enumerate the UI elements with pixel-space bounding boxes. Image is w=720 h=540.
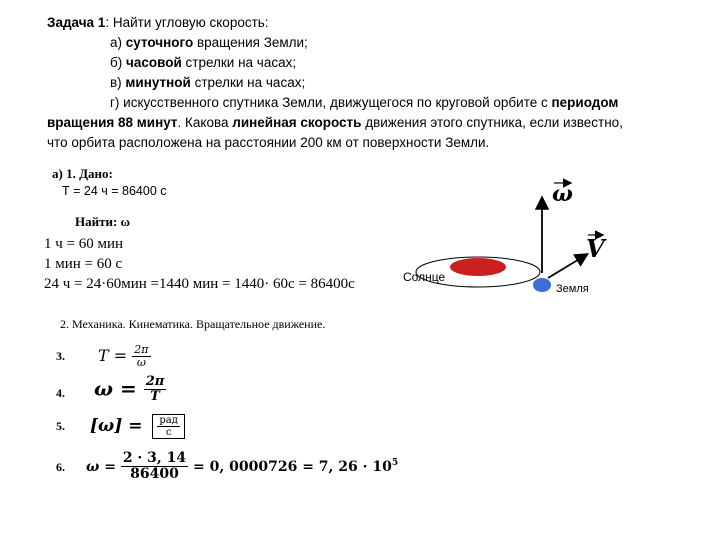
- formula-result-exponent: 5: [391, 458, 399, 469]
- item-b-prefix: б): [110, 55, 126, 70]
- formula-period-lhs: T =: [98, 346, 128, 366]
- task-item-d: [110, 93, 618, 113]
- formula-unit-denominator: с: [165, 427, 172, 438]
- formula-result: [86, 451, 398, 483]
- orbit-diagram: [390, 165, 650, 305]
- item-a-bold: суточного: [125, 35, 194, 50]
- velocity-label: V: [586, 234, 605, 263]
- formula-period-numerator: 2π: [134, 343, 149, 356]
- item-b-bold: часовой: [125, 55, 182, 70]
- formula-omega-denominator: T: [150, 389, 160, 405]
- task-item-c: [110, 73, 305, 93]
- conversion-1: 1 ч = 60 мин: [44, 236, 124, 252]
- section-2-title: 2. Механика. Кинематика. Вращательное движение.: [60, 317, 326, 331]
- step-4-number: 4.: [56, 386, 65, 400]
- formula-omega-numerator: 2π: [145, 374, 165, 389]
- formula-result-rhs: = 0, 0000726 = 7, 26 · 10: [193, 458, 392, 475]
- conversion-2: 1 мин = 60 с: [44, 256, 123, 272]
- task-title-bold: Задача 1: [47, 15, 106, 30]
- given-title: а) 1. Дано:: [52, 166, 113, 181]
- sun-shape: [450, 258, 506, 276]
- given-period: Т = 24 ч = 86400 с: [62, 184, 167, 198]
- task-item-a: [110, 33, 308, 53]
- step-5-number: 5.: [56, 419, 65, 433]
- formula-result-numerator: 2 · 3, 14: [122, 450, 187, 466]
- formula-result-denominator: 86400: [130, 466, 179, 483]
- formula-unit-lhs: [ω] =: [90, 416, 143, 436]
- step-3-number: 3.: [56, 349, 65, 363]
- item-d-mid: . Какова: [177, 115, 233, 130]
- conversion-3: 24 ч = 24·60мин =1440 мин = 1440· 60с = 86400с: [44, 276, 355, 292]
- earth-shape: [533, 278, 551, 292]
- item-d-period-bold: вращения 88 минут: [47, 115, 178, 130]
- task-title: [47, 13, 269, 33]
- formula-omega-lhs: ω =: [94, 376, 137, 401]
- task-item-d-line3: [47, 133, 489, 153]
- task-title-rest: : Найти угловую скорость:: [105, 15, 269, 30]
- task-item-b: [110, 53, 296, 73]
- formula-result-lhs: ω =: [86, 458, 116, 475]
- item-d-rest: движения этого спутника, если известно,: [361, 115, 623, 130]
- formula-omega-fraction: [144, 375, 167, 405]
- formula-omega: [94, 375, 166, 405]
- earth-label: Земля: [556, 283, 589, 295]
- formula-unit-fraction: [157, 415, 180, 438]
- item-c-bold: минутной: [125, 75, 191, 90]
- step-6-number: 6.: [56, 460, 65, 474]
- item-c-prefix: в): [110, 75, 126, 90]
- item-d-text: г) искусственного спутника Земли, движущегося по круговой орбите с: [110, 95, 552, 110]
- item-a-rest: вращения Земли;: [193, 35, 308, 50]
- item-b-rest: стрелки на часах;: [181, 55, 297, 70]
- formula-period: [98, 344, 151, 369]
- velocity-arrow: [548, 255, 586, 278]
- omega-label: ω: [552, 181, 573, 207]
- task-item-d-line2: [47, 113, 623, 133]
- formula-unit-bracket: [152, 414, 185, 439]
- item-d-bold: периодом: [551, 95, 619, 110]
- item-d-last: что орбита расположена на расстоянии 200 км от поверхности Земли.: [47, 135, 490, 150]
- formula-period-fraction: [132, 344, 150, 369]
- item-d-linear-bold: линейная скорость: [232, 115, 362, 130]
- find-label: Найти: ω: [75, 214, 131, 229]
- sun-label: Солнце: [403, 270, 446, 284]
- formula-period-denominator: ω: [136, 356, 146, 370]
- item-c-rest: стрелки на часах;: [190, 75, 306, 90]
- formula-unit-numerator: рад: [159, 415, 178, 426]
- formula-unit: [90, 414, 185, 439]
- formula-result-fraction: [121, 451, 188, 483]
- item-a-prefix: а): [110, 35, 126, 50]
